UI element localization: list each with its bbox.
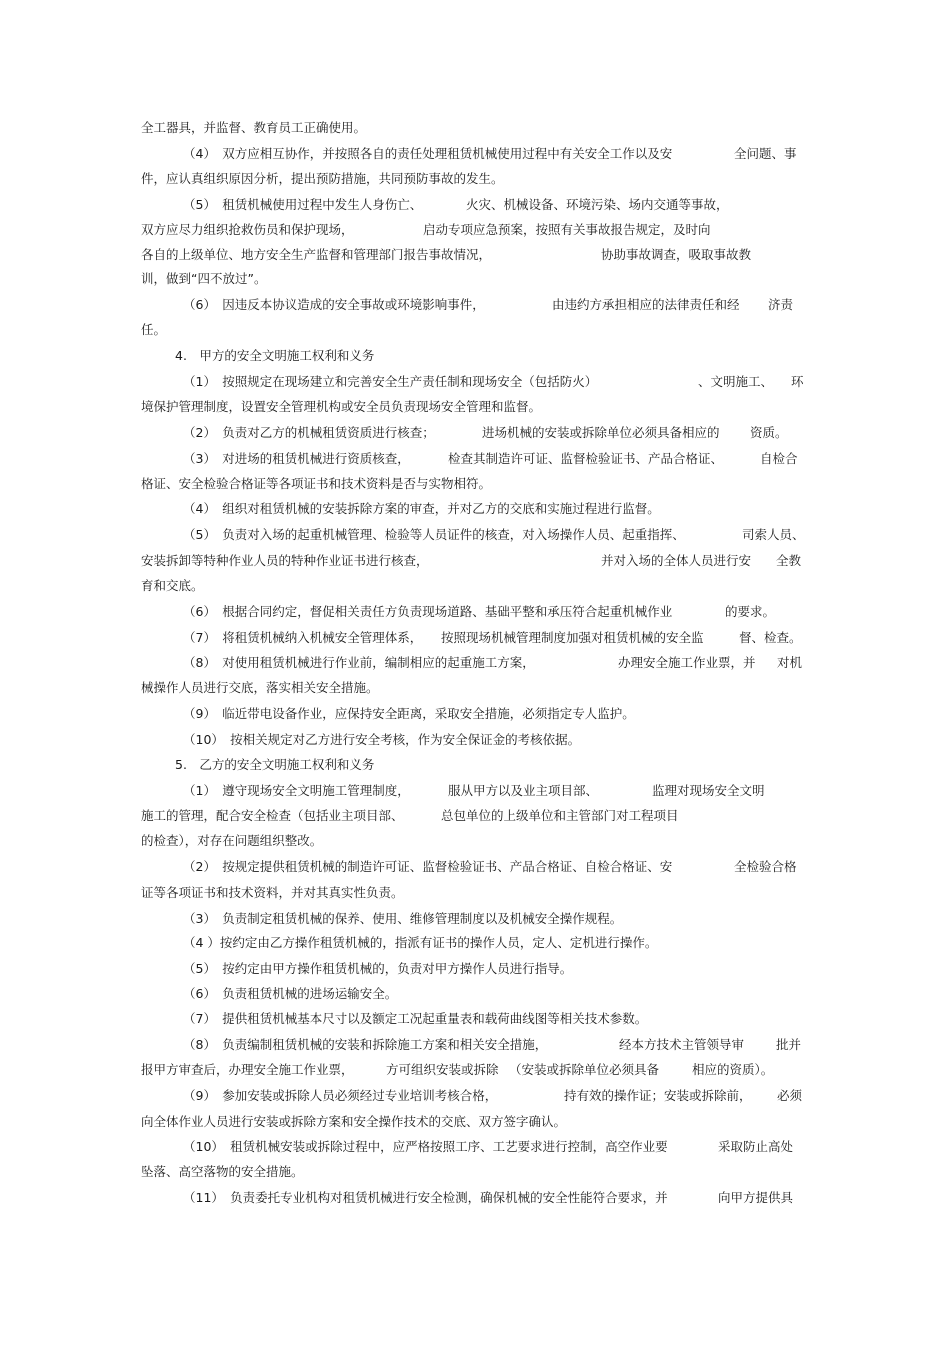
text-segment: 按照现场机械管理制度加强对租赁机械的安全监 [441,630,704,645]
text-segment: 并对入场的全体人员进行安 [601,553,752,568]
text-segment: 全检验合格 [734,859,797,874]
text-segment: 采取防止高处 [718,1139,794,1154]
text-segment: 协助事故调查，吸取事故教 [601,247,752,262]
text-segment: 服从甲方以及业主项目部、 [448,783,599,798]
text-segment: （安装或拆除单位必须具备 [509,1062,660,1077]
text-segment: （10） 按相关规定对乙方进行安全考核，作为安全保证金的考核依据。 [183,732,581,747]
text-segment: 向甲方提供具 [718,1190,794,1205]
text-segment: 报甲方审查后，办理安全施工作业票， [141,1062,354,1077]
text-segment: （9） 参加安装或拆除人员必须经过专业培训考核合格， [183,1088,498,1103]
text-segment: 经本方技术主管领导审 [619,1037,745,1052]
text-segment: （1） 按照规定在现场建立和完善安全生产责任制和现场安全（包括防火） [183,374,598,389]
text-segment: 证等各项证书和技术资料，并对其真实性负责。 [141,885,404,900]
text-segment: （6） 因违反本协议造成的安全事故或环境影响事件， [183,297,485,312]
text-segment: 进场机械的安装或拆除单位必须具备相应的 [482,425,720,440]
text-segment: 启动专项应急预案，按照有关事故报告规定，及时向 [423,222,711,237]
text-segment: 安装拆卸等特种作业人员的特种作业证书进行核查， [141,553,429,568]
text-segment: （2） 按规定提供租赁机械的制造许可证、监督检验证书、产品合格证、自检合格证、安 [183,859,673,874]
text-segment: （2） 负责对乙方的机械租赁资质进行核查； [183,425,435,440]
text-segment: 5. 乙方的安全文明施工权利和义务 [175,757,375,772]
text-segment: 总包单位的上级单位和主管部门对工程项目 [441,808,679,823]
text-segment: 双方应尽力组织抢救伤员和保护现场， [141,222,354,237]
text-segment: （10） 租赁机械安装或拆除过程中，应严格按照工序、工艺要求进行控制，高空作业要 [183,1139,668,1154]
text-segment: 持有效的操作证；安装或拆除前， [564,1088,752,1103]
text-segment: （4 ）按约定由乙方操作租赁机械的，指派有证书的操作人员，定人、定机进行操作。 [183,935,658,950]
text-segment: 自检合 [760,451,798,466]
text-segment: （5） 租赁机械使用过程中发生人身伤亡、 [183,197,423,212]
text-segment: 全问题、事 [734,146,797,161]
text-segment: 相应的资质）。 [692,1062,774,1077]
text-segment: 育和交底。 [141,578,204,593]
text-segment: 由违约方承担相应的法律责任和经 [552,297,740,312]
text-segment: 全教 [776,553,802,568]
text-segment: 任。 [141,322,167,337]
text-segment: （3） 对进场的租赁机械进行资质核查， [183,451,410,466]
text-segment: 、文明施工、 [698,374,774,389]
text-segment: 施工的管理，配合安全检查（包括业主项目部、 [141,808,404,823]
text-segment: 各自的上级单位、地方安全生产监督和管理部门报告事故情况， [141,247,492,262]
text-segment: 件，应认真组织原因分析，提出预防措施，共同预防事故的发生。 [141,171,504,186]
text-segment: （6） 负责租赁机械的进场运输安全。 [183,986,398,1001]
text-segment: （8） 对使用租赁机械进行作业前，编制相应的起重施工方案， [183,655,535,670]
text-segment: 械操作人员进行交底，落实相关安全措施。 [141,680,379,695]
text-segment: 向全体作业人员进行安装或拆除方案和安全操作技术的交底、双方签字确认。 [141,1114,567,1129]
text-segment: （4） 组织对租赁机械的安装拆除方案的审查，并对乙方的交底和实施过程进行监督。 [183,501,660,516]
text-segment: 坠落、高空落物的安全措施。 [141,1164,304,1179]
text-segment: 资质。 [750,425,788,440]
text-segment: （7） 提供租赁机械基本尺寸以及额定工况起重量表和载荷曲线图等相关技术参数。 [183,1011,648,1026]
text-segment: （11） 负责委托专业机构对租赁机械进行安全检测，确保机械的安全性能符合要求，并 [183,1190,668,1205]
text-segment: （3） 负责制定租赁机械的保养、使用、维修管理制度以及机械安全操作规程。 [183,911,623,926]
text-segment: 全工器具，并监督、教育员工正确使用。 [141,120,367,135]
text-segment: 境保护管理制度，设置安全管理机构或安全员负责现场安全管理和监督。 [141,399,542,414]
text-segment: 火灾、机械设备、环境污染、场内交通等事故， [466,197,729,212]
text-segment: 格证、安全检验合格证等各项证书和技术资料是否与实物相符。 [141,476,492,491]
text-segment: （5） 按约定由甲方操作租赁机械的，负责对甲方操作人员进行指导。 [183,961,573,976]
text-segment: （4） 双方应相互协作，并按照各自的责任处理租赁机械使用过程中有关安全工作以及安 [183,146,673,161]
text-segment: 4. 甲方的安全文明施工权利和义务 [175,348,375,363]
text-segment: 监理对现场安全文明 [652,783,765,798]
text-segment: （8） 负责编制租赁机械的安装和拆除施工方案和相关安全措施， [183,1037,548,1052]
text-segment: 对机 [777,655,803,670]
text-segment: 济责 [768,297,794,312]
text-segment: 司索人员、 [742,527,805,542]
text-segment: 的要求。 [725,604,776,619]
text-segment: 方可组织安装或拆除 [386,1062,499,1077]
text-segment: 办理安全施工作业票，并 [618,655,756,670]
text-segment: （9） 临近带电设备作业，应保持安全距离，采取安全措施，必须指定专人监护。 [183,706,635,721]
text-segment: 训，做到“四不放过”。 [141,271,267,286]
text-segment: （5） 负责对入场的起重机械管理、检验等人员证件的核查，对入场操作人员、起重指挥、 [183,527,685,542]
text-segment: 批并 [776,1037,802,1052]
text-segment: （6） 根据合同约定，督促相关责任方负责现场道路、基础平整和承压符合起重机械作业 [183,604,673,619]
text-segment: 督、检查。 [739,630,802,645]
text-segment: （1） 遵守现场安全文明施工管理制度， [183,783,410,798]
text-segment: 的检查），对存在问题组织整改。 [141,833,323,848]
text-segment: 环 [791,374,804,389]
text-segment: （7） 将租赁机械纳入机械安全管理体系， [183,630,423,645]
text-segment: 必须 [777,1088,803,1103]
text-segment: 检查其制造许可证、监督检验证书、产品合格证、 [448,451,724,466]
